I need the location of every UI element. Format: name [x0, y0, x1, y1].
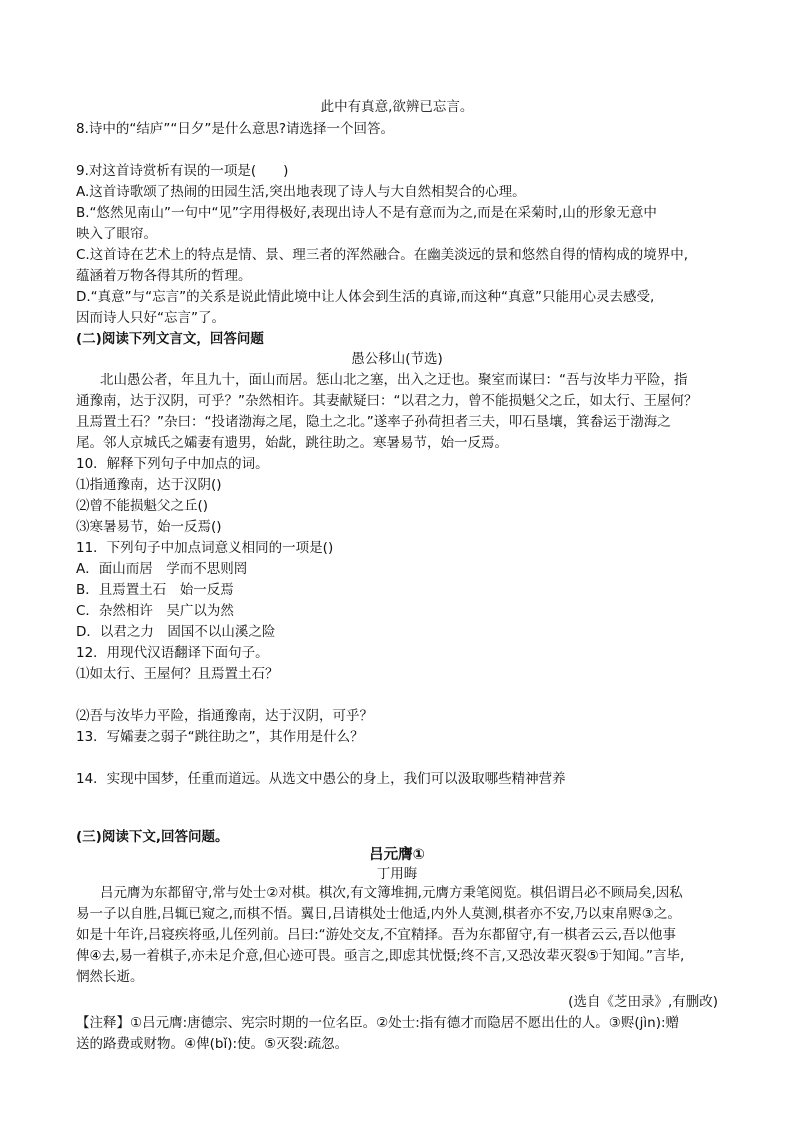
- passage-line: 俾④去,易一着棋子,亦未足介意,但心迹可畏。亟言之,即虑其忧慑;终不言,又恐汝辈灭裂⑤于知闻。”言毕,: [76, 948, 685, 964]
- passage-line: 如是十年许,吕寝疾将亟,儿侄列前。吕曰:“游处交友,不宜精择。吾为东都留守,有一棋者云云,吾以他事: [76, 927, 676, 943]
- question-11-option: D．以君之力 固国不以山溪之险: [76, 624, 276, 640]
- question-12: 12．用现代汉语翻译下面句子。: [76, 645, 269, 661]
- annotation-note: 【注释】①吕元膺:唐德宗、宪宗时期的一位名臣。②处士:指有德才而隐居不愿出仕的人。③赆(jìn):赠: [76, 1015, 680, 1031]
- section-3-author: 丁用晦: [376, 866, 418, 882]
- question-10: 10．解释下列句子中加点的词。: [76, 456, 269, 472]
- question-12-item: ⑵吾与汝毕力平险，指通豫南，达于汉阴，可乎？: [76, 708, 373, 724]
- poem-last-line: 此中有真意,欲辨已忘言。: [320, 99, 474, 115]
- question-11-option: A．面山而居 学而不思则罔: [76, 561, 248, 577]
- question-11-option: C．杂然相许 吴广以为然: [76, 603, 234, 619]
- question-8: 8.诗中的“结庐”“日夕”是什么意思?请选择一个回答。: [76, 121, 395, 137]
- passage-line: 且焉置土石？”杂曰：“投诸渤海之尾，隐土之北。”遂率子孙荷担者三夫，叩石垦壤，箕畚运于渤海之: [76, 414, 671, 430]
- question-9-option-a: A.这首诗歌颂了热闹的田园生活,突出地表现了诗人与大自然相契合的心理。: [76, 184, 526, 200]
- question-9-option-c-cont: 蕴涵着万物各得其所的哲理。: [76, 268, 252, 284]
- question-11: 11．下列句子中加点词意义相同的一项是(): [76, 540, 334, 556]
- question-10-item: ⑶寒暑易节，始一反焉(): [76, 519, 222, 535]
- passage-line: 惘然长逝。: [76, 969, 144, 985]
- question-9-option-d: D.“真意”与“忘言”的关系是说此情此境中让人体会到生活的真谛,而这种“真意”只能用心灵去感受,: [76, 289, 655, 305]
- passage-line: 吕元膺为东都留守,常与处士②对棋。棋次,有文簿堆拥,元膺方秉笔阅览。棋侣谓吕必不顾局矣,因私: [100, 885, 683, 901]
- question-9-stem: 9.对这首诗赏析有误的一项是( ): [76, 163, 289, 179]
- section-2-title: 愚公移山(节选): [351, 351, 443, 367]
- passage-line: 易一子以自胜,吕辄已窥之,而棋不悟。翼日,吕请棋处士他适,内外人莫测,棋者亦不安,乃以束帛赆③之。: [76, 906, 681, 922]
- section-3-heading: (三)阅读下文,回答问题。: [76, 829, 229, 845]
- question-9-option-c: C.这首诗在艺术上的特点是情、景、理三者的浑然融合。在幽美淡远的景和悠然自得的情构成的境界中,: [76, 247, 689, 263]
- question-10-item: ⑵曾不能损魁父之丘(): [76, 498, 209, 514]
- passage-line: 通豫南，达于汉阴，可乎？”杂然相许。其妻献疑曰：“以君之力，曾不能损魁父之丘，如太行、王屋何？: [76, 393, 698, 409]
- question-9-option-b: B.“悠然见南山”一句中“见”字用得极好,表现出诗人不是有意而为之,而是在采菊时,山的形象无意中: [76, 205, 657, 221]
- question-14: 14．实现中国梦，任重而道远。从选文中愚公的身上，我们可以汲取哪些精神营养: [76, 771, 566, 787]
- annotation-note: 送的路费或财物。④俾(bǐ):使。⑤灭裂:疏忽。: [76, 1036, 349, 1052]
- question-12-item: ⑴如太行、王屋何？且焉置土石？: [76, 666, 279, 682]
- source-citation: (选自《芝田录》,有删改): [568, 994, 718, 1010]
- section-3-title: 吕元膺①: [369, 847, 425, 863]
- question-9-option-d-cont: 因而诗人只好“忘言”了。: [76, 310, 225, 326]
- question-11-option: B．且焉置土石 始一反焉: [76, 582, 234, 598]
- passage-line: 北山愚公者，年且九十，面山而居。惩山北之塞，出入之迂也。聚室而谋曰：“吾与汝毕力平险，指: [100, 372, 688, 388]
- section-2-heading: (二)阅读下列文言文，回答问题: [76, 331, 264, 347]
- passage-line: 尾。邻人京城氏之孀妻有遗男，始龀，跳往助之。寒暑易节，始一反焉。: [76, 435, 508, 451]
- question-10-item: ⑴指通豫南，达于汉阴(): [76, 477, 222, 493]
- question-9-option-b-cont: 映入了眼帘。: [76, 226, 157, 242]
- question-13: 13．写孀妻之弱子“跳往助之”，其作用是什么？: [76, 729, 364, 745]
